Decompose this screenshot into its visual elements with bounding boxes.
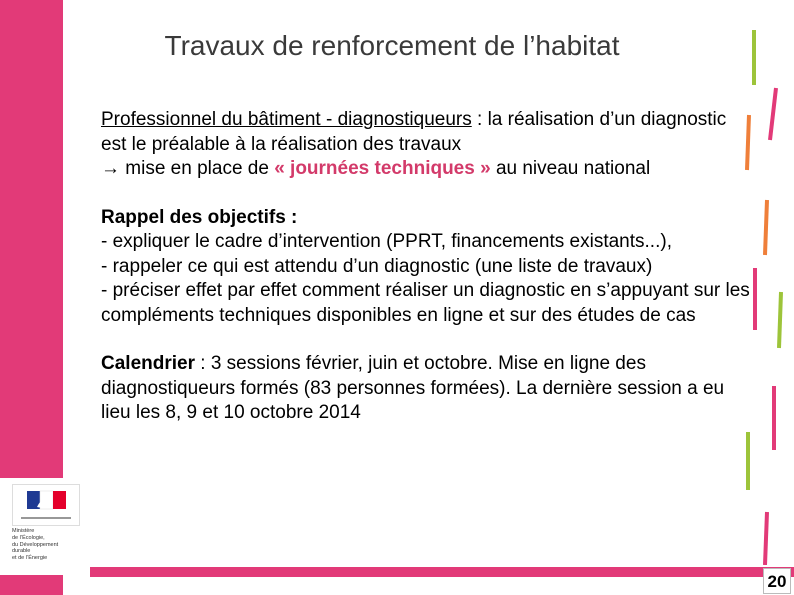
emphasis-technical-days: « journées techniques » xyxy=(274,158,491,179)
section-objectives xyxy=(101,206,751,329)
section-professionals-text: : la réalisation d’un diagnostic est le préalable à la réalisation des travaux xyxy=(101,109,727,155)
section-calendar xyxy=(101,352,751,426)
ministry-caption xyxy=(12,528,80,568)
section-professionals-heading: Professionnel du bâtiment - diagnostiqueurs xyxy=(101,109,472,130)
objective-item: - préciser effet par effet comment réaliser un diagnostic en s’appuyant sur les compléments techniques disponibles en ligne et sur des études de cas xyxy=(101,280,750,326)
calendar-heading: Calendrier xyxy=(101,353,195,374)
calendar-text: : 3 sessions février, juin et octobre. Mise en ligne des diagnostiqueurs formés (83 personnes formées). La dernière session a eu lieu les 8, 9 et 10 octobre 2014 xyxy=(101,353,725,423)
objective-item: - rappeler ce qui est attendu d’un diagnostic (une liste de travaux) xyxy=(101,255,653,277)
caption-line: de l’Écologie, xyxy=(12,534,45,541)
page-number: 20 xyxy=(763,568,791,594)
caption-line: Ministère xyxy=(12,528,35,534)
slide-title: Travaux de renforcement de l’habitat xyxy=(164,30,620,61)
caption-line: durable xyxy=(12,548,31,555)
bottom-accent-bar xyxy=(90,567,794,577)
arrow-text: → mise en place de xyxy=(101,158,275,179)
objectives-heading: Rappel des objectifs : xyxy=(101,206,298,228)
objective-item: - expliquer le cadre d’intervention (PPRT, financements existants...), xyxy=(101,231,672,252)
section-professionals-tail: au niveau national xyxy=(490,158,651,179)
slide-body xyxy=(101,108,751,426)
caption-line: et de l’Énergie xyxy=(12,555,48,562)
marianne-icon xyxy=(13,485,79,525)
ministry-logo xyxy=(12,484,80,526)
caption-line: du Développement xyxy=(12,541,59,548)
section-professionals xyxy=(101,108,751,182)
